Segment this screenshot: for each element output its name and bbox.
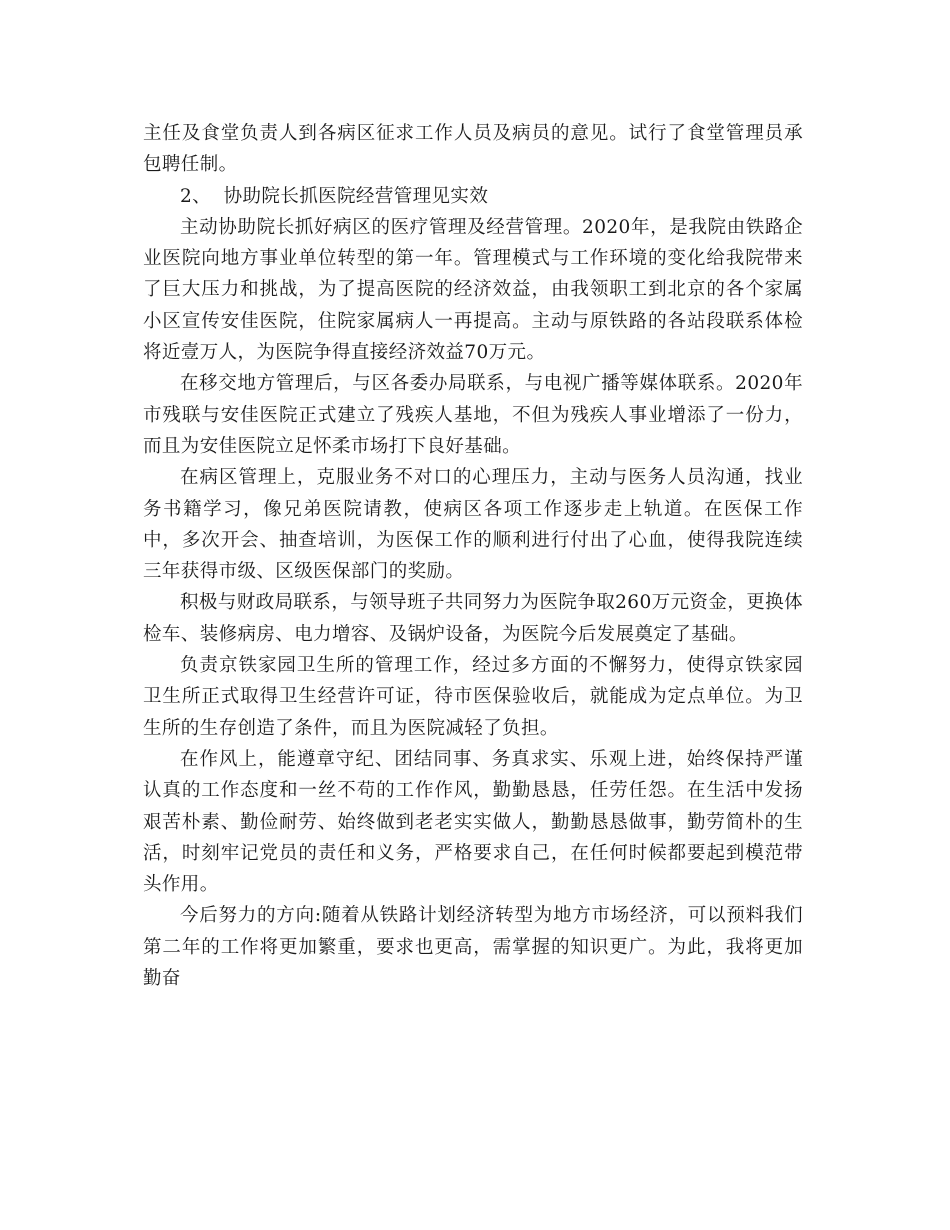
paragraph-management: 主动协助院长抓好病区的医疗管理及经营管理。2020年，是我院由铁路企业医院向地方事业单位转型的第一年。管理模式与工作环境的变化给我院带来了巨大压力和挑战，为了提高医院的经济效益，由我领职工到北京的各个家属小区宣传安佳医院，住院家属病人一再提高。主动与原铁路的各站段联系体检将近壹万人，为医院争得直接经济效益70万元。 — [143, 216, 803, 364]
document-body — [143, 118, 803, 994]
paragraph-continuation: 主任及食堂负责人到各病区征求工作人员及病员的意见。试行了食堂管理员承包聘任制。 — [143, 123, 803, 176]
paragraph-future-direction: 今后努力的方向:随着从铁路计划经济转型为地方市场经济，可以预料我们第二年的工作将更加繁重，要求也更高，需掌握的知识更广。为此，我将更加勤奋 — [143, 905, 803, 990]
paragraph-local-transfer: 在移交地方管理后，与区各委办局联系，与电视广播等媒体联系。2020年市残联与安佳医院正式建立了残疾人基地，不但为残疾人事业增添了一份力，而且为安佳医院立足怀柔市场打下良好基础。 — [143, 373, 803, 457]
paragraph-clinic: 负责京铁家园卫生所的管理工作，经过多方面的不懈努力，使得京铁家园卫生所正式取得卫生经营许可证，待市医保验收后，就能成为定点单位。为卫生所的生存创造了条件，而且为医院减轻了负担。 — [143, 655, 803, 739]
section-heading: 2、 协助院长抓医院经营管理见实效 — [180, 185, 489, 207]
paragraph-work-style: 在作风上，能遵章守纪、团结同事、务真求实、乐观上进，始终保持严谨认真的工作态度和一丝不苟的工作作风，勤勤恳恳，任劳任怨。在生活中发扬艰苦朴素、勤俭耐劳、始终做到老老实实做人，勤勤恳恳做事，勤劳简朴的生活，时刻牢记党员的责任和义务，严格要求自己，在任何时候都要起到模范带头作用。 — [143, 748, 803, 896]
paragraph-funding: 积极与财政局联系，与领导班子共同努力为医院争取260万元资金，更换体检车、装修病房、电力增容、及锅炉设备，为医院今后发展奠定了基础。 — [143, 592, 803, 645]
paragraph-ward-management: 在病区管理上，克服业务不对口的心理压力，主动与医务人员沟通，找业务书籍学习，像兄弟医院请教，使病区各项工作逐步走上轨道。在医保工作中，多次开会、抽查培训，为医保工作的顺利进行付出了心血，使得我院连续三年获得市级、区级医保部门的奖励。 — [143, 467, 803, 583]
